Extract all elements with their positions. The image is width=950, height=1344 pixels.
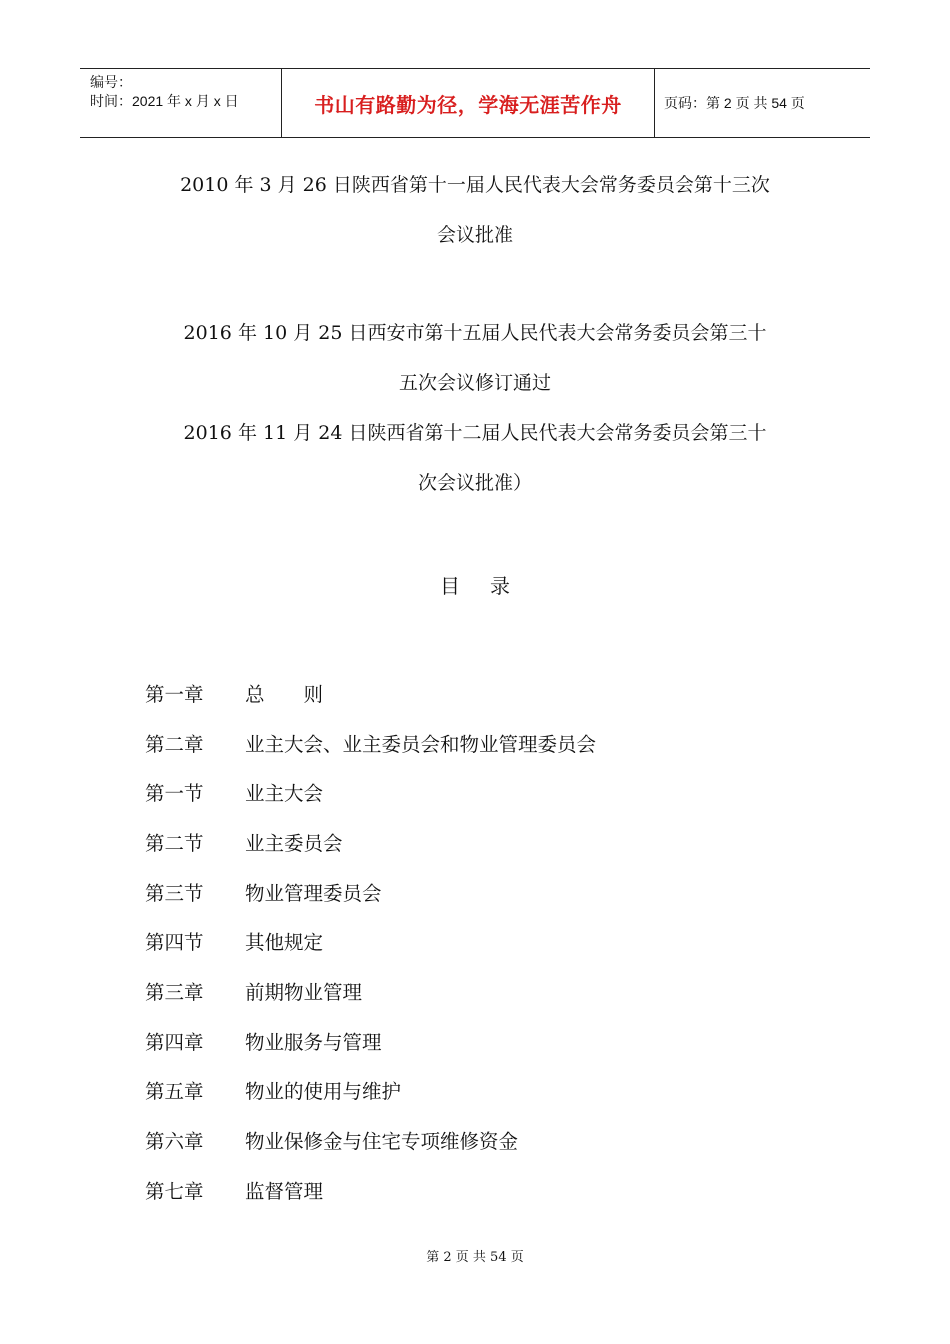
header-page-info: 页码：第 2 页 共 54 页	[664, 95, 805, 111]
toc-item-number: 第六章	[145, 1130, 204, 1154]
toc-item-number: 第一章	[145, 682, 204, 706]
toc-item	[145, 916, 845, 966]
toc-item	[145, 867, 845, 917]
toc-item	[145, 1016, 845, 1066]
toc-item-title: 物业的使用与维护	[245, 1080, 402, 1104]
toc-item-title: 总 则	[245, 682, 324, 706]
toc-item-title: 物业保修金与住宅专项维修资金	[245, 1130, 519, 1154]
revision-paragraph	[130, 321, 820, 396]
toc-item-number: 第一节	[145, 782, 204, 806]
toc-item-title: 业主大会、业主委员会和物业管理委员会	[245, 732, 597, 756]
toc-item	[145, 1066, 845, 1116]
toc-item-number: 第五章	[145, 1080, 204, 1104]
toc-item	[145, 767, 845, 817]
paragraph-line: 次会议批准）	[417, 472, 532, 494]
approval-paragraph-2	[130, 421, 820, 496]
toc-item-number: 第三节	[145, 881, 204, 905]
time-label: 时间：2021 年 x 月 x 日	[90, 93, 239, 109]
header-motto: 书山有路勤为径，学海无涯苦作舟	[314, 92, 622, 117]
paragraph-line: 五次会议修订通过	[398, 372, 551, 394]
toc-item	[145, 1115, 845, 1165]
toc-item	[145, 718, 845, 768]
toc-item-number: 第四节	[145, 931, 204, 955]
paragraph-line: 2010 年 3 月 26 日陕西省第十一届人民代表大会常务委员会第十三次	[180, 174, 770, 196]
toc-title: 目录	[440, 574, 540, 598]
paragraph-line: 2016 年 10 月 25 日西安市第十五届人民代表大会常务委员会第三十	[183, 322, 767, 344]
toc-item-title: 其他规定	[245, 931, 324, 955]
approval-paragraph-1	[130, 173, 820, 248]
header-divider-2	[654, 69, 655, 137]
toc-item-title: 物业管理委员会	[245, 881, 382, 905]
toc-item	[145, 817, 845, 867]
toc-item-title: 业主委员会	[245, 831, 343, 855]
header-info-cell	[90, 73, 280, 111]
toc-item-number: 第三章	[145, 980, 204, 1004]
toc-item-number: 第二节	[145, 831, 204, 855]
toc-item-title: 业主大会	[245, 782, 324, 806]
toc-item	[145, 668, 845, 718]
toc-item-title: 前期物业管理	[245, 980, 363, 1004]
page-header-table	[80, 68, 870, 138]
toc-item-number: 第七章	[145, 1179, 204, 1203]
paragraph-line: 会议批准	[436, 224, 513, 246]
table-of-contents	[145, 668, 845, 1215]
page-footer: 第 2 页 共 54 页	[426, 1250, 524, 1265]
toc-item-title: 监督管理	[245, 1179, 324, 1203]
toc-item-number: 第二章	[145, 732, 204, 756]
number-label: 编号：	[90, 74, 132, 90]
toc-item	[145, 1165, 845, 1215]
toc-item-number: 第四章	[145, 1030, 204, 1054]
paragraph-line: 2016 年 11 月 24 日陕西省第十二届人民代表大会常务委员会第三十	[183, 422, 767, 444]
toc-item-title: 物业服务与管理	[245, 1030, 382, 1054]
toc-item	[145, 966, 845, 1016]
